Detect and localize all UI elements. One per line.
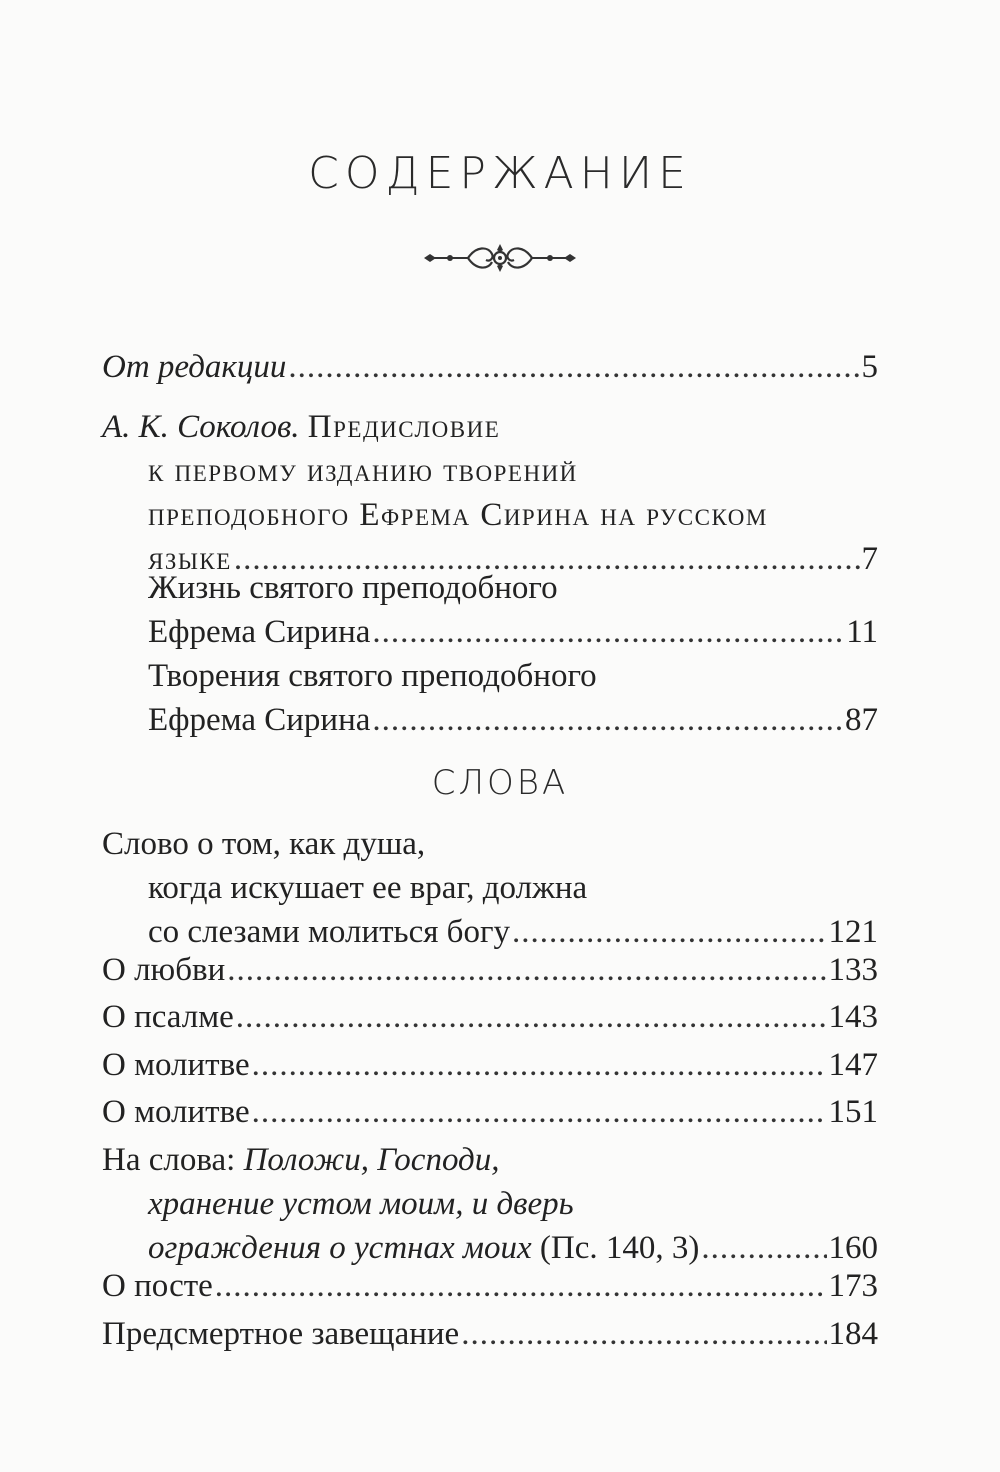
- page-number: 7: [861, 541, 878, 577]
- toc-entry[interactable]: [102, 405, 878, 581]
- page-number: 151: [828, 1094, 878, 1130]
- page-number: 147: [828, 1047, 878, 1083]
- toc-entry[interactable]: [102, 822, 878, 954]
- page-number: 121: [828, 914, 878, 950]
- entry-title-line: со слезами молиться богу: [148, 914, 510, 950]
- entry-title: О посте: [102, 1268, 213, 1304]
- entry-reference: (Пс. 140, 3): [531, 1230, 700, 1266]
- leader-dots: [252, 1090, 827, 1134]
- entry-title: От редакции: [102, 349, 287, 385]
- toc-entry[interactable]: [102, 1138, 878, 1270]
- page-number: 173: [828, 1268, 878, 1304]
- entry-title: О молитве: [102, 1047, 250, 1083]
- leader-dots: [236, 995, 827, 1039]
- leader-dots: [288, 345, 859, 389]
- toc-entry[interactable]: [102, 1312, 878, 1356]
- toc-entry[interactable]: [102, 654, 878, 742]
- entry-author: А. К. Соколов.: [102, 409, 300, 445]
- entry-title: Предисловие: [307, 409, 501, 445]
- entry-title: О молитве: [102, 1094, 250, 1130]
- page-number: 87: [845, 702, 878, 738]
- leader-dots: [372, 610, 844, 654]
- leader-dots: [372, 698, 843, 742]
- toc-entry[interactable]: [102, 1264, 878, 1308]
- decorative-ornament-icon: [420, 240, 580, 276]
- entry-title: Предсмертное завещание: [102, 1316, 460, 1352]
- entry-title-line: преподобного Ефрема Сирина на русском: [148, 497, 768, 533]
- entry-title-line: Положи, Господи,: [243, 1142, 500, 1178]
- entry-prefix: На слова:: [102, 1142, 244, 1178]
- page-number: 160: [828, 1230, 878, 1266]
- entry-title-line: хранение устом моим, и дверь: [148, 1186, 574, 1222]
- entry-title-line: Ефрема Сирина: [148, 702, 371, 738]
- page-number: 184: [828, 1316, 878, 1352]
- entry-title-line: Ефрема Сирина: [148, 614, 371, 650]
- page-number: 133: [828, 952, 878, 988]
- page-number: 5: [861, 349, 878, 385]
- leader-dots: [461, 1312, 826, 1356]
- toc-entry[interactable]: [102, 566, 878, 654]
- toc-entry[interactable]: [102, 1090, 878, 1134]
- toc-entry[interactable]: [102, 1043, 878, 1087]
- toc-entry[interactable]: [102, 345, 878, 389]
- entry-title-line: к первому изданию творений: [148, 453, 578, 489]
- page-number: 143: [828, 999, 878, 1035]
- page-title: СОДЕРЖАНИЕ: [308, 148, 692, 199]
- entry-title-line: Творения святого преподобного: [148, 658, 597, 694]
- entry-title-line: Слово о том, как душа,: [102, 826, 426, 862]
- section-heading: СЛОВА: [431, 763, 569, 803]
- entry-title-line: ограждения о устнах моих: [148, 1230, 532, 1266]
- toc-entry[interactable]: [102, 995, 878, 1039]
- entry-title: О любви: [102, 952, 226, 988]
- entry-title-line: Жизнь святого преподобного: [148, 570, 558, 606]
- leader-dots: [215, 1264, 827, 1308]
- toc-entry[interactable]: [102, 948, 878, 992]
- leader-dots: [252, 1043, 827, 1087]
- entry-title-line: когда искушает ее враг, должна: [148, 870, 588, 906]
- leader-dots: [227, 948, 826, 992]
- entry-title-line: языке: [148, 541, 232, 577]
- page-number: 11: [846, 614, 878, 650]
- entry-title: О псалме: [102, 999, 234, 1035]
